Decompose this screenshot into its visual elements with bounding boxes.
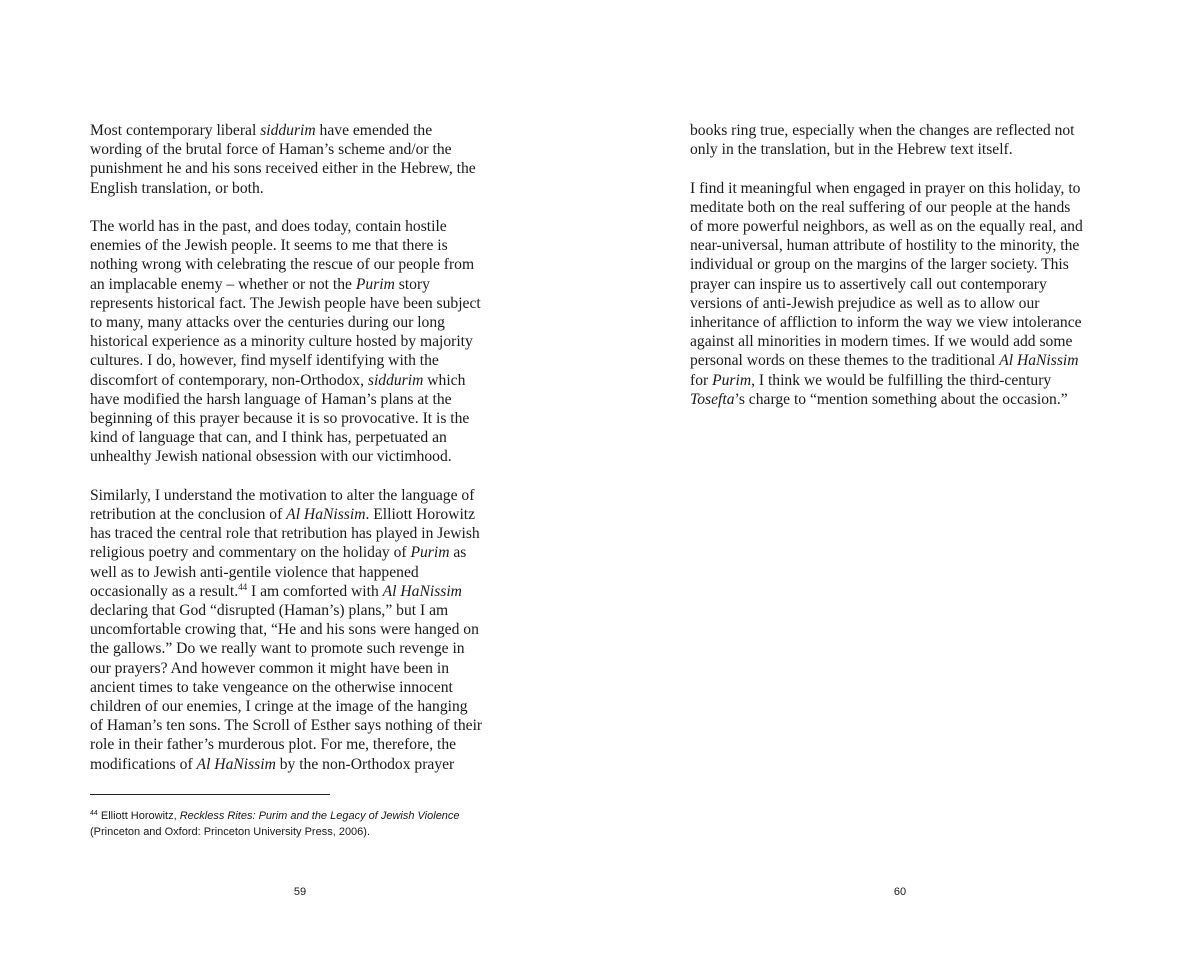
text-run: meditate both on the real suffering of our people at the hands bbox=[690, 198, 1071, 216]
text-line bbox=[690, 351, 1114, 370]
text-line bbox=[90, 601, 514, 620]
text-run: nothing wrong with celebrating the rescue of our people from bbox=[90, 256, 475, 274]
text-run: an implacable enemy – whether or not the bbox=[90, 275, 356, 293]
text-line bbox=[90, 351, 514, 370]
paragraph bbox=[90, 121, 514, 198]
text-run: religious poetry and commentary on the holiday of bbox=[90, 544, 411, 562]
text-run: our prayers? And however common it might have been in bbox=[90, 659, 449, 677]
text-run: near-universal, human attribute of hostility to the minority, the bbox=[690, 237, 1080, 255]
text-line bbox=[690, 313, 1114, 332]
text-run: by the non-Orthodox prayer bbox=[275, 755, 455, 773]
paragraph bbox=[690, 121, 1114, 159]
text-run: of Haman’s ten sons. The Scroll of Esther says nothing of their bbox=[90, 717, 483, 735]
text-line bbox=[90, 390, 514, 409]
text-line bbox=[90, 447, 514, 466]
left-page-body bbox=[90, 121, 514, 774]
text-line bbox=[90, 332, 514, 351]
text-run: occasionally as a result. bbox=[90, 582, 239, 600]
text-run: against all minorities in modern times. If we would add some bbox=[690, 333, 1073, 351]
text-run: ’s charge to “mention something about the occasion.” bbox=[734, 390, 1068, 408]
text-line bbox=[90, 659, 514, 678]
text-line bbox=[90, 428, 514, 447]
text-line bbox=[90, 486, 514, 505]
text-run: prayer can inspire us to assertively call out contemporary bbox=[690, 275, 1047, 293]
text-run: books ring true, especially when the changes are reflected not bbox=[690, 122, 1075, 139]
paragraph bbox=[90, 486, 514, 774]
text-run: as bbox=[449, 544, 467, 562]
text-run: Elliott Horowitz, bbox=[97, 810, 180, 822]
text-line bbox=[90, 217, 514, 236]
text-run: Most contemporary liberal bbox=[90, 122, 261, 139]
text-line bbox=[690, 255, 1114, 274]
text-line bbox=[90, 620, 514, 639]
text-run: have modified the harsh language of Haman’s plans at the bbox=[90, 390, 452, 408]
text-run: Similarly, I understand the motivation to alter the language of bbox=[90, 486, 475, 504]
italic-term: siddurim bbox=[260, 122, 316, 139]
text-run: unhealthy Jewish national obsession with our victimhood. bbox=[90, 448, 452, 466]
text-run: enemies of the Jewish people. It seems to me that there is bbox=[90, 237, 448, 255]
text-line bbox=[690, 121, 1114, 140]
footnote-separator bbox=[90, 794, 330, 795]
footnote-reference: 44 bbox=[238, 581, 248, 592]
right-page bbox=[600, 0, 1200, 960]
text-line bbox=[90, 678, 514, 697]
italic-term: Al HaNissim bbox=[382, 582, 462, 600]
text-line bbox=[90, 697, 514, 716]
text-line bbox=[690, 179, 1114, 198]
text-run: I find it meaningful when engaged in prayer on this holiday, to bbox=[690, 179, 1081, 197]
text-line bbox=[690, 140, 1114, 159]
italic-term: Reckless Rites: Purim and the Legacy of Jewish Violence bbox=[179, 810, 460, 822]
text-line bbox=[690, 371, 1114, 390]
text-run: well as to Jewish anti-gentile violence that happened bbox=[90, 563, 419, 581]
text-line bbox=[90, 563, 514, 582]
text-line bbox=[90, 409, 514, 428]
text-run: which bbox=[423, 371, 466, 389]
text-line bbox=[90, 294, 514, 313]
text-run: declaring that God “disrupted (Haman’s) plans,” but I am bbox=[90, 602, 449, 620]
text-line bbox=[90, 524, 514, 543]
text-line bbox=[690, 198, 1114, 217]
italic-term: siddurim bbox=[367, 371, 424, 389]
italic-term: Purim bbox=[410, 544, 450, 562]
text-run: inheritance of affliction to inform the way we view intolerance bbox=[690, 314, 1082, 332]
text-run: kind of language that can, and I think has, perpetuated an bbox=[90, 429, 447, 447]
text-run: has traced the central role that retribution has played in Jewish bbox=[90, 525, 480, 543]
italic-term: Al HaNissim bbox=[286, 506, 366, 524]
text-run: modifications of bbox=[90, 755, 197, 773]
text-run: cultures. I do, however, find myself identifying with the bbox=[90, 352, 439, 370]
text-line bbox=[90, 582, 514, 601]
footnote-line bbox=[90, 824, 530, 840]
text-run: wording of the brutal force of Haman’s scheme and/or the bbox=[90, 141, 452, 159]
right-page-body bbox=[690, 121, 1114, 409]
text-line bbox=[90, 639, 514, 658]
text-run: personal words on these themes to the traditional bbox=[690, 352, 1000, 370]
text-run: discomfort of contemporary, non-Orthodox, bbox=[90, 371, 368, 389]
text-run: have emended the bbox=[315, 122, 433, 139]
text-run: . Elliott Horowitz bbox=[365, 506, 476, 524]
text-run: role in their father’s murderous plot. For me, therefore, the bbox=[90, 736, 457, 754]
text-line bbox=[90, 735, 514, 754]
footnote-44 bbox=[90, 808, 530, 840]
text-run: children of our enemies, I cringe at the image of the hanging bbox=[90, 698, 468, 716]
text-run: individual or group on the margins of the larger society. This bbox=[690, 256, 1069, 274]
text-run: I am comforted with bbox=[247, 582, 383, 600]
text-run: retribution at the conclusion of bbox=[90, 506, 287, 524]
text-run: (Princeton and Oxford: Princeton University Press, 2006). bbox=[90, 826, 371, 838]
text-line bbox=[690, 294, 1114, 313]
text-line bbox=[90, 716, 514, 735]
text-run: only in the translation, but in the Hebrew text itself. bbox=[690, 141, 1013, 159]
text-line bbox=[690, 275, 1114, 294]
text-line bbox=[90, 179, 514, 198]
page-number-right: 60 bbox=[893, 886, 907, 898]
text-run: historical experience as a minority culture hosted by majority bbox=[90, 333, 473, 351]
text-line bbox=[90, 140, 514, 159]
italic-term: Al HaNissim bbox=[196, 755, 276, 773]
footnote-line bbox=[90, 808, 530, 824]
text-run: of more powerful neighbors, as well as on the equally real, and bbox=[690, 218, 1083, 235]
text-line bbox=[690, 217, 1114, 236]
paragraph bbox=[690, 179, 1114, 409]
text-run: versions of anti-Jewish prejudice as well as to allow our bbox=[690, 294, 1040, 312]
italic-term: Purim bbox=[712, 371, 752, 389]
text-run: for bbox=[690, 371, 713, 389]
text-run: story bbox=[394, 275, 430, 293]
text-line bbox=[90, 371, 514, 390]
text-run: uncomfortable crowing that, “He and his sons were hanged on bbox=[90, 621, 479, 639]
text-run: represents historical fact. The Jewish people have been subject bbox=[90, 294, 481, 312]
text-run: the gallows.” Do we really want to promote such revenge in bbox=[90, 640, 465, 658]
text-line bbox=[690, 390, 1114, 409]
text-line bbox=[90, 755, 514, 774]
text-line bbox=[90, 505, 514, 524]
footnote-reference: 44 bbox=[90, 810, 98, 817]
text-line bbox=[90, 159, 514, 178]
text-run: English translation, or both. bbox=[90, 179, 264, 197]
text-run: ancient times to take vengeance on the otherwise innocent bbox=[90, 678, 453, 696]
text-line bbox=[690, 236, 1114, 255]
text-run: to many, many attacks over the centuries during our long bbox=[90, 314, 445, 332]
text-line bbox=[90, 275, 514, 294]
text-line bbox=[90, 543, 514, 562]
text-run: beginning of this prayer because it is so provocative. It is the bbox=[90, 410, 470, 428]
page-number-left: 59 bbox=[293, 886, 307, 898]
text-run: punishment he and his sons received either in the Hebrew, the bbox=[90, 160, 476, 178]
text-line bbox=[690, 332, 1114, 351]
text-line bbox=[90, 255, 514, 274]
text-run: The world has in the past, and does today, contain hostile bbox=[90, 218, 447, 235]
text-line bbox=[90, 236, 514, 255]
text-run: , I think we would be fulfilling the third-century bbox=[751, 371, 1052, 389]
text-line bbox=[90, 313, 514, 332]
italic-term: Al HaNissim bbox=[999, 352, 1079, 370]
text-line bbox=[90, 121, 514, 140]
italic-term: Tosefta bbox=[690, 390, 735, 408]
paragraph bbox=[90, 217, 514, 467]
italic-term: Purim bbox=[355, 275, 395, 293]
